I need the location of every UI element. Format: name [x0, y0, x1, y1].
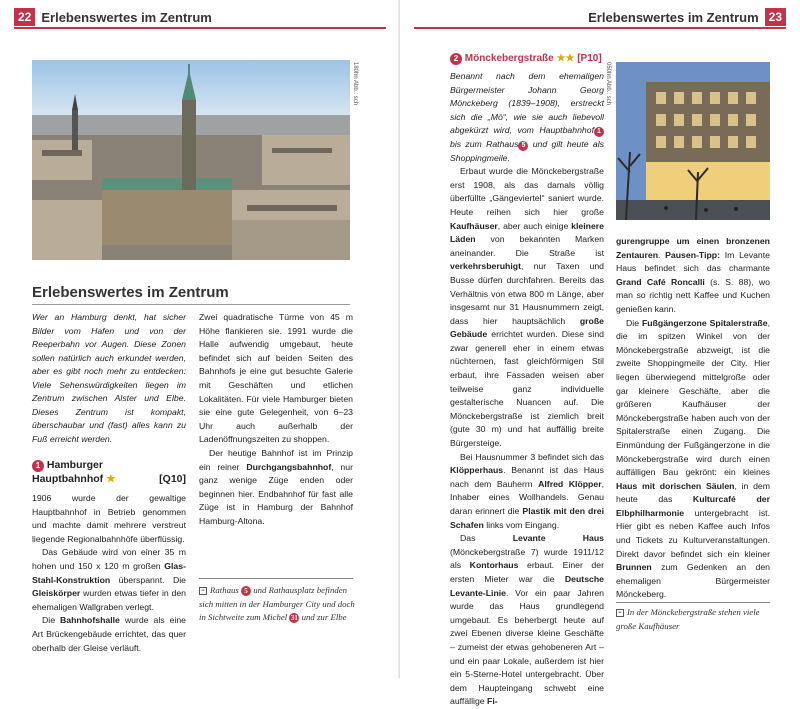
ref-badge: 31: [290, 614, 298, 622]
right-header-title: Erlebenswertes im Zentrum: [588, 9, 759, 25]
right-column-1: [450, 52, 604, 709]
left-header-rule: [14, 27, 386, 29]
right-header-rule: [414, 27, 786, 29]
entry-number-badge: 1: [32, 460, 44, 472]
entry-number-badge: 2: [450, 53, 462, 65]
left-page-number: 22: [14, 8, 35, 26]
photo-illustration: [616, 62, 770, 220]
right-photo-credit: 050hn Abb.: sch: [605, 62, 611, 106]
right-page-number: 23: [765, 8, 786, 26]
entry-name: Mönckebergstraße: [464, 53, 554, 64]
left-running-header: [14, 8, 218, 26]
photo-caption-icon: ≡: [199, 587, 207, 595]
section-intro: Wer an Hamburg denkt, hat sicher Bilder vom Hafen und von der Reeperbahn vor Augen. Diese Zonen sollen natürlich auch erkundet werden, aber es gibt noch mehr zu entdecken: Viele Sehenswürdigkeiten liegen im Zentrum zwischen Alster und Elbe. Dieses Zentrum ist kompakt, überschaubar und (fast) alles kann zu Fuß erreicht werden.: [32, 312, 186, 444]
entry-moenckebergstrasse-heading: [450, 52, 604, 66]
moe-paragraph-1: Erbaut wurde die Mönckebergstraße erst 1908, als das damals völlig überfüllte „Gängeviertel“ saniert wurde. Heute reihen sich hier große Kaufhäuser, aber auch einige kleinere Läden von bekannten Marken aneinander. Die Straße ist verkehrsberuhigt, nur Taxen und Busse dürfen durchfahren. Bereits das Verhältnis von etwa 800 m Länge, aber insgesamt nur 31 Hausnummern zeigt, dass hier hauptsächlich große Gebäude errichtet wurden. Diese sind zwar generell eher in einem etwas nüchternen, fast gleichförmigen Stil erbaut, ihre Fassaden weisen aber teilweise ganz individuelle gestalterische Nuancen auf. Die Mönckebergstraße ist ziemlich breit (gute 30 m) und hat auffällig breite Bürgersteige.: [450, 166, 604, 449]
entry-hauptbahnhof-heading: [32, 458, 186, 486]
ref-badge: 5: [241, 586, 251, 596]
map-reference: [Q10]: [159, 473, 186, 485]
left-column-1: [32, 311, 186, 655]
section-title-rule: [32, 304, 350, 305]
hbf-paragraph-1: 1906 wurde der gewaltige Hauptbahnhof in Betrieb genommen und machte damit mehrere verstreut liegende Regionalbahnhöfe überflüssig.: [32, 493, 186, 544]
ref-badge: 1: [594, 127, 604, 137]
photo-illustration: [32, 60, 350, 260]
ref-badge: 5: [518, 141, 528, 151]
map-reference: [P10]: [577, 53, 602, 64]
left-page: [0, 0, 400, 678]
photo-caption-icon: ≡: [616, 609, 624, 617]
entry-name-line1: Hamburger: [46, 459, 103, 471]
right-running-header: [582, 8, 786, 26]
hbf-paragraph-4: Zwei quadratische Türme von 45 m Höhe flankieren sie. 1991 wurde die Halle aufwendig umgebaut, heute befindet sich auf beiden Seiten des Bahnhofs je eine gut besuchte Galerie mit Geschäften und etlichen Lokalitäten. Für viele Hamburger bieten sie eine gute Gelegenheit, von 6–23 Uhr auch außerhalb der Ladenöffnungszeiten zu shoppen.: [199, 312, 353, 445]
left-photo-credit: 180hn Abb.: sch: [352, 62, 358, 106]
right-page: [400, 0, 800, 707]
hbf-paragraph-3: Die Bahnhofshalle wurde als eine Art Brückengebäude errichtet, das quer oberhalb der Gleise verläuft.: [32, 615, 186, 653]
hbf-paragraph-5: Der heutige Bahnhof ist im Prinzip ein reiner Durchgangsbahnhof, nur ganz wenige Züge enden oder beginnen hier. Endbahnhof für fast alle Züge ist in Hamburg der Bahnhof Hamburg-Altona.: [199, 447, 353, 526]
right-photo-caption: ≡ In der Mönckebergstraße stehen viele große Kaufhäuser: [616, 607, 760, 631]
moe-intro: Benannt nach dem ehemaligen Bürgermeister Johann Georg Mönckeberg (1839–1908), erstreckt sich die „Mö“, wie sie auch liebevoll abgekürzt wird, vom Hauptbahnhof 1 bis zum Rathaus 5 und gilt heute als Shoppingmeile.: [450, 71, 604, 163]
right-caption-rule: [616, 602, 770, 603]
moe-paragraph-3: Das Levante Haus (Mönckebergstraße 7) wurde 1911/12 als Kontorhaus erbaut. Einer der ersten Mieter war die Deutsche Levante-Linie. Vor ein paar Jahren wurde das Haus grundlegend umgebaut. Es beherbergt heute auf zwei Ebenen diverse kleine Geschäfte – zumeist der etwas gehobeneren Art – und ein paar Lokale, außerdem ist hier ein 5-Sterne-Hotel untergebracht. Über dem Haupteingang schwebt eine auffällige Fi-: [450, 533, 604, 707]
moe-paragraph-2: Bei Hausnummer 3 befindet sich das Klöpperhaus. Benannt ist das Haus nach dem Bauherrn Alfred Klöpper, Inhaber eines Wollhandels. Genau daran erinnert die Plastik mit den drei Schafen links vom Eingang.: [450, 451, 604, 530]
hamburg-city-hall-photo: [32, 60, 350, 260]
star-icon: ★: [106, 473, 116, 485]
section-title: Erlebenswertes im Zentrum: [32, 284, 229, 301]
left-caption-rule: [199, 578, 353, 579]
moe-paragraph-5: Die Fußgängerzone Spitalerstraße, die im spitzen Winkel von der Mönckebergstraße abzweigt, ist die zweite Shoppingmeile der City. Hier liegen überwiegend mittelgroße oder gar kleinere Geschäfte, aber die größeren Kaufhäuser der Mönckebergstraße haben auch von der Spitalerstraße einen Zugang. Die Einmündung der Fußgängerzone in die Mönckebergstraße wird durch einen auffälligen Bau gekrönt: ein kleines Haus mit dorischen Säulen, in dem heute das Kulturcafé der Elbphilharmonie untergebracht ist. Hier gibt es neben Kaffee auch Infos und Tickets zu Kulturveranstaltungen. Direkt davor befindet sich ein kleiner Brunnen zum Gedenken an den ehemaligen Bürgermeister Mönckeberg.: [616, 317, 770, 600]
moe-paragraph-4: gurengruppe um einen bronzenen Zentauren. Pausen-Tipp: Im Levante Haus befindet sich das charmante Grand Café Roncalli (s. S. 88), wo man so richtig nett Kaffee und Kuchen genießen kann.: [616, 236, 770, 314]
star-icon: ★★: [556, 53, 575, 64]
entry-name-line2: Hauptbahnhof: [32, 473, 104, 485]
moenckebergstrasse-photo: [616, 62, 770, 220]
left-photo-caption: ≡ Rathaus 5 und Rathausplatz befinden sich mitten in der Hamburger City und doch in Sichtweite zum Michel 31 und zur Elbe: [199, 585, 355, 622]
hbf-paragraph-2: Das Gebäude wird von einer 35 m hohen und 150 x 120 m großen Glas-Stahl-Konstruktion überspannt. Die Gleiskörper wurden etwas tiefer in den ehemaligen Wallgraben verlegt.: [32, 547, 186, 612]
left-header-title: Erlebenswertes im Zentrum: [41, 9, 212, 25]
right-column-2: [616, 235, 770, 602]
left-column-2: [199, 311, 353, 529]
